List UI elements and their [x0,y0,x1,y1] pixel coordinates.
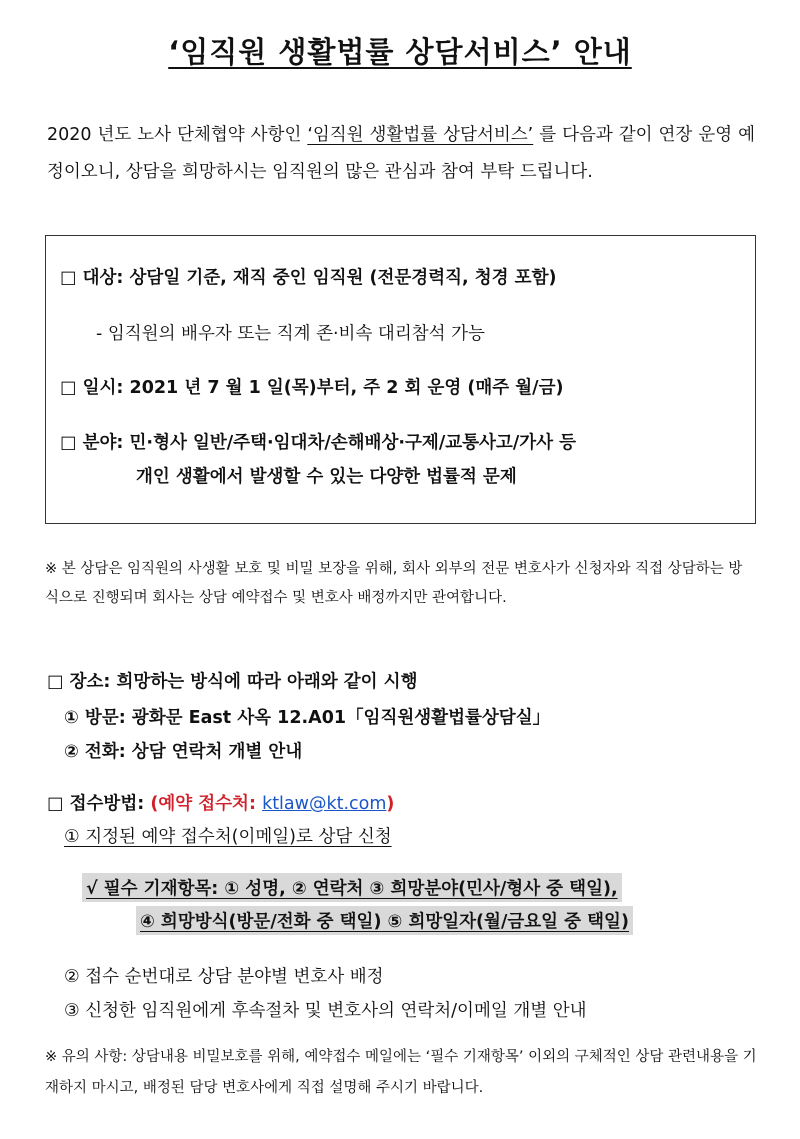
caution-note: ※ 유의 사항: 상담내용 비밀보호를 위해, 예약접수 메일에는 ‘필수 기재항목’ 이외의 구체적인 상담 관련내용을 기재하지 마시고, 배정된 담당 변호사에게 직접 설명해 주시기 바랍니다. [45,1049,757,1096]
privacy-note: ※ 본 상담은 임직원의 사생활 보호 및 비밀 보장을 위해, 회사 외부의 전문 변호사가 신청자와 직접 상담하는 방식으로 진행되며 회사는 상담 예약접수 및 변호사 배정까지만 관여합니다. [45,561,743,606]
schedule-line: □ 일시: 2021 년 7 월 1 일(목)부터, 주 2 회 운영 (매주 월/금) [60,378,564,398]
intro-highlight: ‘임직원 생활법률 상담서비스’ [307,125,534,145]
intro-after: 를 다음과 같이 연장 운영 예정이오니, 상담을 희망하시는 임직원의 많은 관심과 참여 부탁 드립니다. [47,125,755,182]
place-heading: □ 장소: 희망하는 방식에 따라 아래와 같이 시행 [47,672,418,692]
intro-paragraph [47,117,755,191]
reception-close: ) [386,794,395,814]
apply-step-1 [64,823,392,848]
reception-label: (예약 접수처: [150,794,263,814]
place-item-phone: ② 전화: 상담 연락처 개별 안내 [64,742,303,762]
required-items-line-1 [82,873,622,902]
page-title [0,30,800,71]
intro-before: 2020 년도 노사 단체협약 사항인 [47,125,308,145]
field-line-1: □ 분야: 민·형사 일반/주택·임대차/손해배상·구제/교통사고/가사 등 [60,433,577,453]
required-items-text-1: √ 필수 기재항목: ① 성명, ② 연락처 ③ 희망분야(민사/형사 중 택일), [86,879,618,899]
apply-step-3: ③ 신청한 임직원에게 후속절차 및 변호사의 연락처/이메일 개별 안내 [64,1001,587,1021]
apply-step-2: ② 접수 순번대로 상담 분야별 변호사 배정 [64,967,384,987]
apply-heading [47,790,394,815]
target-sub-line: - 임직원의 배우자 또는 직계 존·비속 대리참석 가능 [96,324,485,344]
info-box [45,235,756,524]
field-line-2: 개인 생활에서 발생할 수 있는 다양한 법률적 문제 [136,467,517,487]
reception-email-link[interactable]: ktlaw@kt.com [262,794,387,814]
page-title-text: ‘임직원 생활법률 상담서비스’ 안내 [168,35,632,69]
place-item-visit: ① 방문: 광화문 East 사옥 12.A01「임직원생활법률상담실」 [64,708,551,728]
required-items-line-2 [136,906,633,935]
required-items-text-2: ④ 희망방식(방문/전화 중 택일) ⑤ 희망일자(월/금요일 중 택일) [140,912,629,932]
target-line: □ 대상: 상담일 기준, 재직 중인 임직원 (전문경력직, 청경 포함) [60,268,557,288]
apply-step-1-text: ① 지정된 예약 접수처(이메일)로 상담 신청 [64,827,392,847]
apply-heading-label: □ 접수방법: [47,794,151,814]
